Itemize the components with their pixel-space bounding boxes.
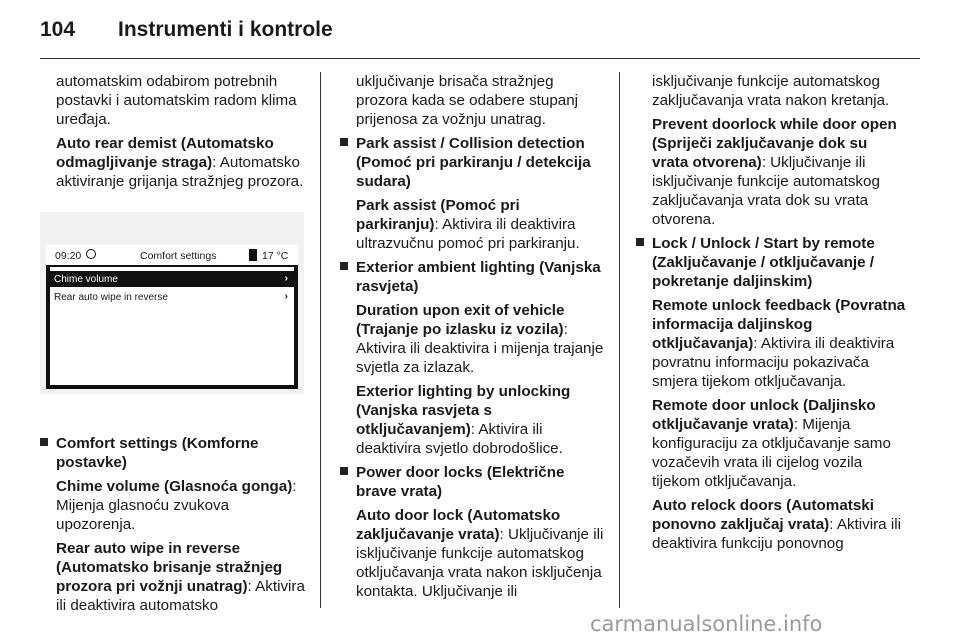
description: : Aktivira ili deaktivira i mijenja trajanje svjetla za izlazak. (356, 321, 604, 376)
paragraph (636, 496, 906, 553)
term: Rear auto wipe in reverse (Automatsko brisanje stražnjeg prozora pri vožnji unatrag) (56, 540, 283, 595)
bullet-icon (340, 467, 348, 475)
bullet-item (636, 234, 906, 291)
display-time: 09:20 (55, 250, 82, 262)
paragraph (636, 296, 906, 391)
column-2 (340, 72, 606, 606)
display-temperature: 17 °C (262, 250, 289, 262)
display-title: Comfort settings (140, 250, 217, 262)
column-divider (619, 72, 620, 608)
description: : Uključivanje ili isključivanje funkcije automatskog zaključavanja vrata dok su vrata otvorena. (652, 154, 880, 228)
column-1-lower (40, 434, 306, 620)
description: : Aktivira ili deaktivira ultrazvučnu pomoć pri parkiranju. (356, 216, 580, 252)
page-header (40, 0, 920, 52)
paragraph (340, 196, 606, 253)
display-screenshot (40, 212, 304, 394)
section-heading: Power door locks (Električne brave vrata) (356, 464, 565, 500)
section-heading: Comfort settings (Komforne postavke) (56, 435, 259, 471)
paragraph (56, 134, 306, 191)
settings-item-chime-volume[interactable] (50, 271, 294, 287)
bullet-item (340, 463, 606, 501)
description: : Automatsko aktiviranje grijanja stražnjeg prozora. (56, 154, 304, 190)
paragraph (340, 301, 606, 377)
section-heading: Lock / Unlock / Start by remote (Zaključavanje / otključavanje / pokretanje daljinskim) (652, 235, 875, 290)
paragraph: uključivanje brisača stražnjeg prozora kada se odabere stupanj prijenosa za vožnju unatrag. (356, 73, 579, 128)
bullet-icon (340, 138, 348, 146)
paragraph (340, 382, 606, 458)
bullet-item (340, 134, 606, 191)
paragraph (40, 477, 306, 534)
page-number: 104 (40, 18, 76, 41)
description: : Mijenja konfiguraciju za otključavanje samo vozačevih vrata ili cijelog vozila tijekom otključavanja. (652, 416, 891, 490)
paragraph: isključivanje funkcije automatskog zaključavanja vrata nakon kretanja. (652, 73, 890, 109)
description: : Aktivira ili deaktivira funkciju ponovnog (652, 516, 901, 552)
description: : Aktivira ili deaktivira svjetlo dobrodošlice. (356, 421, 563, 457)
term: Auto relock doors (Automatski ponovno zaključaj vrata) (652, 497, 874, 533)
bullet-item (40, 434, 306, 472)
bullet-icon (636, 238, 644, 246)
paragraph (636, 115, 906, 229)
term: Exterior lighting by unlocking (Vanjska rasvjeta s otključavanjem) (356, 383, 571, 438)
paragraph (340, 506, 606, 601)
description: : Uključivanje ili isključivanje funkcije automatskog otključavanja vrata nakon isključenja kontakta. Uključivanje ili (356, 526, 604, 600)
term: Remote door unlock (Daljinsko otključavanje vrata) (652, 397, 876, 433)
chevron-right-icon: › (284, 291, 288, 302)
bullet-item (340, 258, 606, 296)
settings-item-label: Chime volume (54, 274, 118, 285)
clock-icon (86, 249, 96, 259)
bullet-icon (40, 438, 48, 446)
settings-item-label: Rear auto wipe in reverse (54, 292, 168, 303)
settings-list (50, 267, 294, 385)
column-1 (56, 72, 306, 196)
section-heading: Exterior ambient lighting (Vanjska rasvjeta) (356, 259, 601, 295)
page-title: Instrumenti i kontrole (118, 18, 333, 41)
chevron-right-icon: › (284, 273, 288, 284)
term: Park assist (Pomoć pri parkiranju) (356, 197, 520, 233)
paragraph (40, 539, 306, 615)
bullet-icon (340, 262, 348, 270)
description: : Mijenja glasnoću zvukova upozorenja. (56, 478, 297, 533)
term: Duration upon exit of vehicle (Trajanje po izlasku iz vozila) (356, 302, 565, 338)
term: Chime volume (Glasnoća gonga) (56, 478, 293, 495)
section-heading: Park assist / Collision detection (Pomoć pri parkiranju / detekcija sudara) (356, 135, 591, 190)
display-frame (46, 245, 298, 389)
paragraph: automatskim odabirom potrebnih postavki i automatskim radom klima uređaja. (56, 73, 297, 128)
thermometer-icon (249, 249, 257, 261)
term: Prevent doorlock while door open (Spriječi zaključavanje dok su vrata otvorena) (652, 116, 897, 171)
column-divider (320, 72, 321, 608)
term: Auto rear demist (Automatsko odmagljivanje straga) (56, 135, 274, 171)
column-3 (636, 72, 906, 558)
settings-item-rear-wipe[interactable] (50, 289, 294, 305)
watermark: carmanualsonline.info (590, 612, 823, 636)
header-rule (40, 58, 920, 59)
display-header (46, 245, 298, 265)
description: : Aktivira ili deaktivira povratnu informaciju pokazivača smjera tijekom otključavanja. (652, 335, 895, 390)
term: Remote unlock feedback (Povratna informacija daljinskog otključavanja) (652, 297, 906, 352)
term: Auto door lock (Automatsko zaključavanje vrata) (356, 507, 561, 543)
paragraph (636, 396, 906, 491)
description: : Aktivira ili deaktivira automatsko (56, 578, 305, 614)
